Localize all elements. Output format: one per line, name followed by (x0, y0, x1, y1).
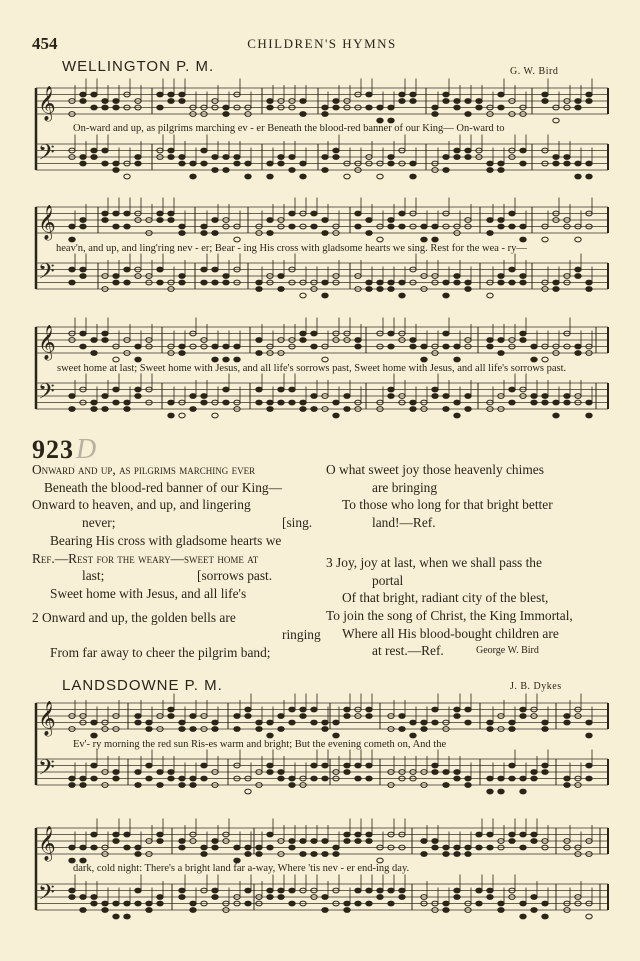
note-head (234, 727, 240, 732)
note-head (146, 901, 152, 906)
note-head (80, 783, 86, 788)
note-head (245, 901, 251, 906)
note-head (542, 914, 548, 919)
note-head (245, 714, 251, 719)
note-head (355, 888, 361, 893)
lyric-line-landsdowne-2: dark, cold night: There's a bright land far a-way, Where 'tis nev - er end-ing day. (73, 863, 410, 874)
bass-clef-icon: 𝄢 (38, 259, 55, 290)
note-head (509, 720, 515, 725)
note-head (311, 763, 317, 768)
note-head (267, 720, 273, 725)
note-head (564, 776, 570, 781)
lyric-line-wellington-3: sweet home at last; Sweet home with Jesus, and all life's sorrows past, Sweet home with Jesus, and all life's sorrows past. (57, 363, 567, 374)
note-head (421, 720, 427, 725)
note-head (432, 845, 438, 850)
note-head (80, 776, 86, 781)
note-head (190, 714, 196, 719)
note-head (212, 727, 218, 732)
note-head (311, 839, 317, 844)
note-head (586, 914, 592, 919)
stanza-2-line-4: O what sweet joy those heavenly chimes (326, 462, 544, 477)
note-head (113, 901, 119, 906)
note-head (542, 727, 548, 732)
treble-clef-icon: 𝄞 (38, 826, 56, 861)
note-head (542, 770, 548, 775)
note-head (531, 839, 537, 844)
note-head (443, 908, 449, 913)
note-head (91, 845, 97, 850)
note-head (234, 714, 240, 719)
note-head (278, 776, 284, 781)
note-head (509, 832, 515, 837)
note-head (388, 901, 394, 906)
note-head (454, 770, 460, 775)
note-head (69, 895, 75, 900)
note-head (465, 783, 471, 788)
note-head (322, 776, 328, 781)
note-head (135, 770, 141, 775)
note-head (245, 707, 251, 712)
note-head (179, 727, 185, 732)
note-head (212, 845, 218, 850)
lyric-line-wellington-2: heav'n, and up, and ling'ring nev - er; Bear - ing His cross with gladsome hearts we sing. Rest for the wea - ry— (56, 243, 527, 254)
note-head (586, 763, 592, 768)
note-head (300, 839, 306, 844)
note-head (333, 733, 339, 738)
note-head (157, 839, 163, 844)
note-head (366, 832, 372, 837)
note-head (410, 733, 416, 738)
note-head (366, 776, 372, 781)
note-head (146, 776, 152, 781)
note-head (586, 720, 592, 725)
pen-mark: D (76, 434, 98, 465)
note-head (531, 770, 537, 775)
note-head (564, 783, 570, 788)
note-head (465, 707, 471, 712)
note-head (135, 888, 141, 893)
note-head (289, 720, 295, 725)
tune-name-wellington: WELLINGTON P. M. (62, 58, 215, 75)
tune-name-landsdowne: LANDSDOWNE P. M. (62, 677, 223, 694)
note-head (476, 832, 482, 837)
note-head (168, 714, 174, 719)
note-head (509, 763, 515, 768)
note-head (487, 776, 493, 781)
note-head (146, 908, 152, 913)
note-head (135, 901, 141, 906)
stanza-3-line-1: 3 Joy, joy at last, when we shall pass the (326, 554, 542, 570)
note-head (69, 776, 75, 781)
note-head (201, 763, 207, 768)
note-head (190, 776, 196, 781)
note-head (355, 776, 361, 781)
note-head (322, 852, 328, 857)
note-head (476, 901, 482, 906)
note-head (113, 839, 119, 844)
note-head (322, 727, 328, 732)
note-head (432, 763, 438, 768)
note-head (311, 720, 317, 725)
note-head (212, 720, 218, 725)
note-head (322, 720, 328, 725)
note-head (124, 901, 130, 906)
note-head (91, 720, 97, 725)
note-head (344, 908, 350, 913)
note-head (245, 888, 251, 893)
stanza-3-line-2: portal (372, 572, 404, 588)
note-head (135, 783, 141, 788)
stanza-3-line-4: To join the song of Christ, the King Immortal, (326, 607, 573, 623)
note-head (564, 714, 570, 719)
note-head (256, 845, 262, 850)
note-head (124, 832, 130, 837)
note-head (344, 770, 350, 775)
note-head (179, 839, 185, 844)
note-head (487, 888, 493, 893)
note-head (289, 776, 295, 781)
hymn-attribution: George W. Bird (476, 645, 539, 656)
note-head (69, 845, 75, 850)
note-head (80, 895, 86, 900)
treble-clef-icon: 𝄞 (38, 205, 56, 240)
note-head (80, 908, 86, 913)
note-head (113, 914, 119, 919)
note-head (311, 707, 317, 712)
composer-landsdowne: J. B. Dykes (510, 681, 562, 692)
stanza-2-line-5: are bringing (372, 479, 438, 495)
note-head (344, 707, 350, 712)
note-head (432, 770, 438, 775)
note-head (289, 901, 295, 906)
note-head (91, 763, 97, 768)
note-head (245, 789, 251, 794)
note-head (454, 852, 460, 857)
note-head (355, 839, 361, 844)
note-head (322, 839, 328, 844)
note-head (443, 852, 449, 857)
note-head (190, 783, 196, 788)
note-head (179, 720, 185, 725)
note-head (399, 714, 405, 719)
note-head (476, 888, 482, 893)
bass-clef-icon: 𝄢 (38, 379, 55, 410)
note-head (443, 901, 449, 906)
stanza-1-line-6: Bearing His cross with gladsome hearts we (50, 532, 282, 548)
stanza-1-line-1: Onward and up, as pilgrims marching ever (32, 462, 256, 477)
note-head (388, 888, 394, 893)
note-head (520, 914, 526, 919)
note-head (91, 901, 97, 906)
note-head (542, 720, 548, 725)
lyric-line-wellington-1: On-ward and up, as pilgrims marching ev - er Beneath the blood-red banner of our King— On-ward to (73, 123, 505, 134)
note-head (69, 783, 75, 788)
note-head (520, 845, 526, 850)
note-head (157, 901, 163, 906)
composer-wellington: G. W. Bird (510, 66, 559, 77)
note-head (146, 763, 152, 768)
note-head (201, 845, 207, 850)
treble-clef-icon: 𝄞 (38, 86, 56, 121)
note-head (443, 770, 449, 775)
note-head (124, 914, 130, 919)
note-head (454, 895, 460, 900)
note-head (168, 707, 174, 712)
note-head (212, 888, 218, 893)
note-head (509, 839, 515, 844)
note-head (278, 727, 284, 732)
stanza-1-line-2: Beneath the blood-red banner of our King— (44, 479, 282, 495)
bass-clef-icon: 𝄢 (38, 880, 55, 911)
note-head (135, 852, 141, 857)
note-head (201, 852, 207, 857)
treble-clef-icon: 𝄞 (38, 325, 56, 360)
note-head (190, 908, 196, 913)
stanza-3-line-3: Of that bright, radiant city of the blest, (342, 590, 549, 606)
note-head (421, 852, 427, 857)
note-head (256, 852, 262, 857)
stanza-1-line-5: [sing. (282, 515, 313, 531)
note-head (366, 888, 372, 893)
note-head (520, 832, 526, 837)
stanza-3-line-5: Where all His blood-bought children are (342, 625, 559, 641)
note-head (267, 763, 273, 768)
note-head (289, 839, 295, 844)
note-head (157, 832, 163, 837)
note-head (234, 845, 240, 850)
note-head (289, 845, 295, 850)
page-number: 454 (32, 34, 58, 53)
note-head (113, 832, 119, 837)
note-head (113, 770, 119, 775)
note-head (135, 845, 141, 850)
note-head (355, 901, 361, 906)
note-head (179, 895, 185, 900)
note-head (344, 763, 350, 768)
note-head (399, 895, 405, 900)
stanza-2-line-3: From far away to cheer the pilgrim band; (50, 645, 271, 660)
note-head (322, 895, 328, 900)
note-head (278, 888, 284, 893)
note-head (333, 845, 339, 850)
note-head (322, 763, 328, 768)
page-title: CHILDREN'S HYMNS (247, 36, 397, 51)
note-head (344, 839, 350, 844)
note-head (311, 776, 317, 781)
stanza-2-line-2: ringing (282, 627, 321, 643)
note-head (300, 714, 306, 719)
stanza-1-line-9: [sorrows past. (197, 568, 273, 584)
stanza-2-line-6: To those who long for that bright better (342, 497, 553, 513)
note-head (487, 832, 493, 837)
note-head (102, 901, 108, 906)
note-head (509, 727, 515, 732)
note-head (520, 714, 526, 719)
note-head (179, 845, 185, 850)
stanza-1-line-4: never; (82, 515, 116, 531)
note-head (245, 852, 251, 857)
note-head (487, 845, 493, 850)
note-head (102, 908, 108, 913)
note-head (344, 901, 350, 906)
note-head (410, 720, 416, 725)
bass-clef-icon: 𝄢 (38, 755, 55, 786)
stanza-1-line-3: Onward to heaven, and up, and lingering (32, 497, 251, 513)
note-head (366, 707, 372, 712)
lyric-line-landsdowne-1: Ev'- ry morning the red sun Ris-es warm and bright; But the evening cometh on, And the (73, 739, 447, 750)
note-head (498, 789, 504, 794)
note-head (487, 895, 493, 900)
note-head (146, 720, 152, 725)
note-head (212, 895, 218, 900)
note-head (256, 727, 262, 732)
note-head (333, 852, 339, 857)
note-head (91, 733, 97, 738)
note-head (146, 727, 152, 732)
note-head (465, 852, 471, 857)
note-head (135, 720, 141, 725)
note-head (157, 895, 163, 900)
note-head (267, 895, 273, 900)
note-head (399, 888, 405, 893)
note-head (91, 776, 97, 781)
note-head (267, 770, 273, 775)
note-head (366, 839, 372, 844)
note-head (344, 832, 350, 837)
note-head (355, 832, 361, 837)
note-head (300, 707, 306, 712)
note-head (201, 776, 207, 781)
note-head (300, 852, 306, 857)
note-head (179, 888, 185, 893)
note-head (509, 776, 515, 781)
note-head (157, 783, 163, 788)
note-head (80, 845, 86, 850)
note-head (487, 727, 493, 732)
note-head (498, 776, 504, 781)
note-head (190, 901, 196, 906)
note-head (256, 720, 262, 725)
note-head (454, 776, 460, 781)
note-head (487, 720, 493, 725)
note-head (377, 895, 383, 900)
note-head (443, 783, 449, 788)
note-head (366, 714, 372, 719)
stanza-3-line-6: at rest.—Ref. (372, 643, 444, 659)
note-head (333, 720, 339, 725)
note-head (498, 908, 504, 913)
note-head (564, 720, 570, 725)
note-head (267, 845, 273, 850)
note-head (289, 888, 295, 893)
note-head (520, 901, 526, 906)
note-head (289, 707, 295, 712)
hymn-number: 923D (32, 434, 98, 465)
note-head (168, 770, 174, 775)
note-head (476, 845, 482, 850)
note-head (454, 845, 460, 850)
note-head (465, 845, 471, 850)
note-head (355, 763, 361, 768)
note-head (520, 776, 526, 781)
note-head (289, 783, 295, 788)
stanza-2-line-7: land!—Ref. (372, 515, 436, 531)
note-head (531, 895, 537, 900)
note-head (454, 888, 460, 893)
note-head (69, 888, 75, 893)
note-head (168, 776, 174, 781)
note-head (432, 720, 438, 725)
treble-clef-icon: 𝄞 (38, 701, 56, 736)
note-head (311, 852, 317, 857)
note-head (377, 888, 383, 893)
note-head (366, 763, 372, 768)
note-head (542, 901, 548, 906)
note-head (531, 776, 537, 781)
note-head (443, 845, 449, 850)
note-head (113, 776, 119, 781)
note-head (399, 727, 405, 732)
stanza-1-line-8: last; (82, 568, 105, 584)
note-head (245, 845, 251, 850)
note-head (465, 720, 471, 725)
note-head (179, 776, 185, 781)
note-head (498, 901, 504, 906)
note-head (267, 888, 273, 893)
note-head (212, 839, 218, 844)
note-head (267, 832, 273, 837)
note-head (124, 845, 130, 850)
note-head (278, 895, 284, 900)
note-head (322, 908, 328, 913)
note-head (179, 783, 185, 788)
note-head (135, 714, 141, 719)
note-head (278, 714, 284, 719)
note-head (344, 714, 350, 719)
note-head (586, 733, 592, 738)
note-head (542, 763, 548, 768)
note-head (91, 832, 97, 837)
note-head (190, 727, 196, 732)
note-head (157, 770, 163, 775)
note-head (465, 776, 471, 781)
note-head (586, 776, 592, 781)
stanza-2-line-1: 2 Onward and up, the golden bells are (32, 609, 236, 625)
note-head (91, 895, 97, 900)
note-head (278, 770, 284, 775)
note-head (487, 789, 493, 794)
stanza-1-line-10: Sweet home with Jesus, and all life's (50, 585, 247, 601)
note-head (531, 832, 537, 837)
note-head (454, 714, 460, 719)
note-head (267, 733, 273, 738)
note-head (432, 839, 438, 844)
note-head (520, 707, 526, 712)
note-head (531, 908, 537, 913)
bass-clef-icon: 𝄢 (38, 140, 55, 171)
note-head (421, 727, 427, 732)
stanza-1-refrain: Ref.—Rest for the weary—sweet home at (32, 550, 259, 566)
note-head (520, 789, 526, 794)
note-head (366, 901, 372, 906)
note-head (454, 707, 460, 712)
note-head (432, 707, 438, 712)
note-head (421, 839, 427, 844)
